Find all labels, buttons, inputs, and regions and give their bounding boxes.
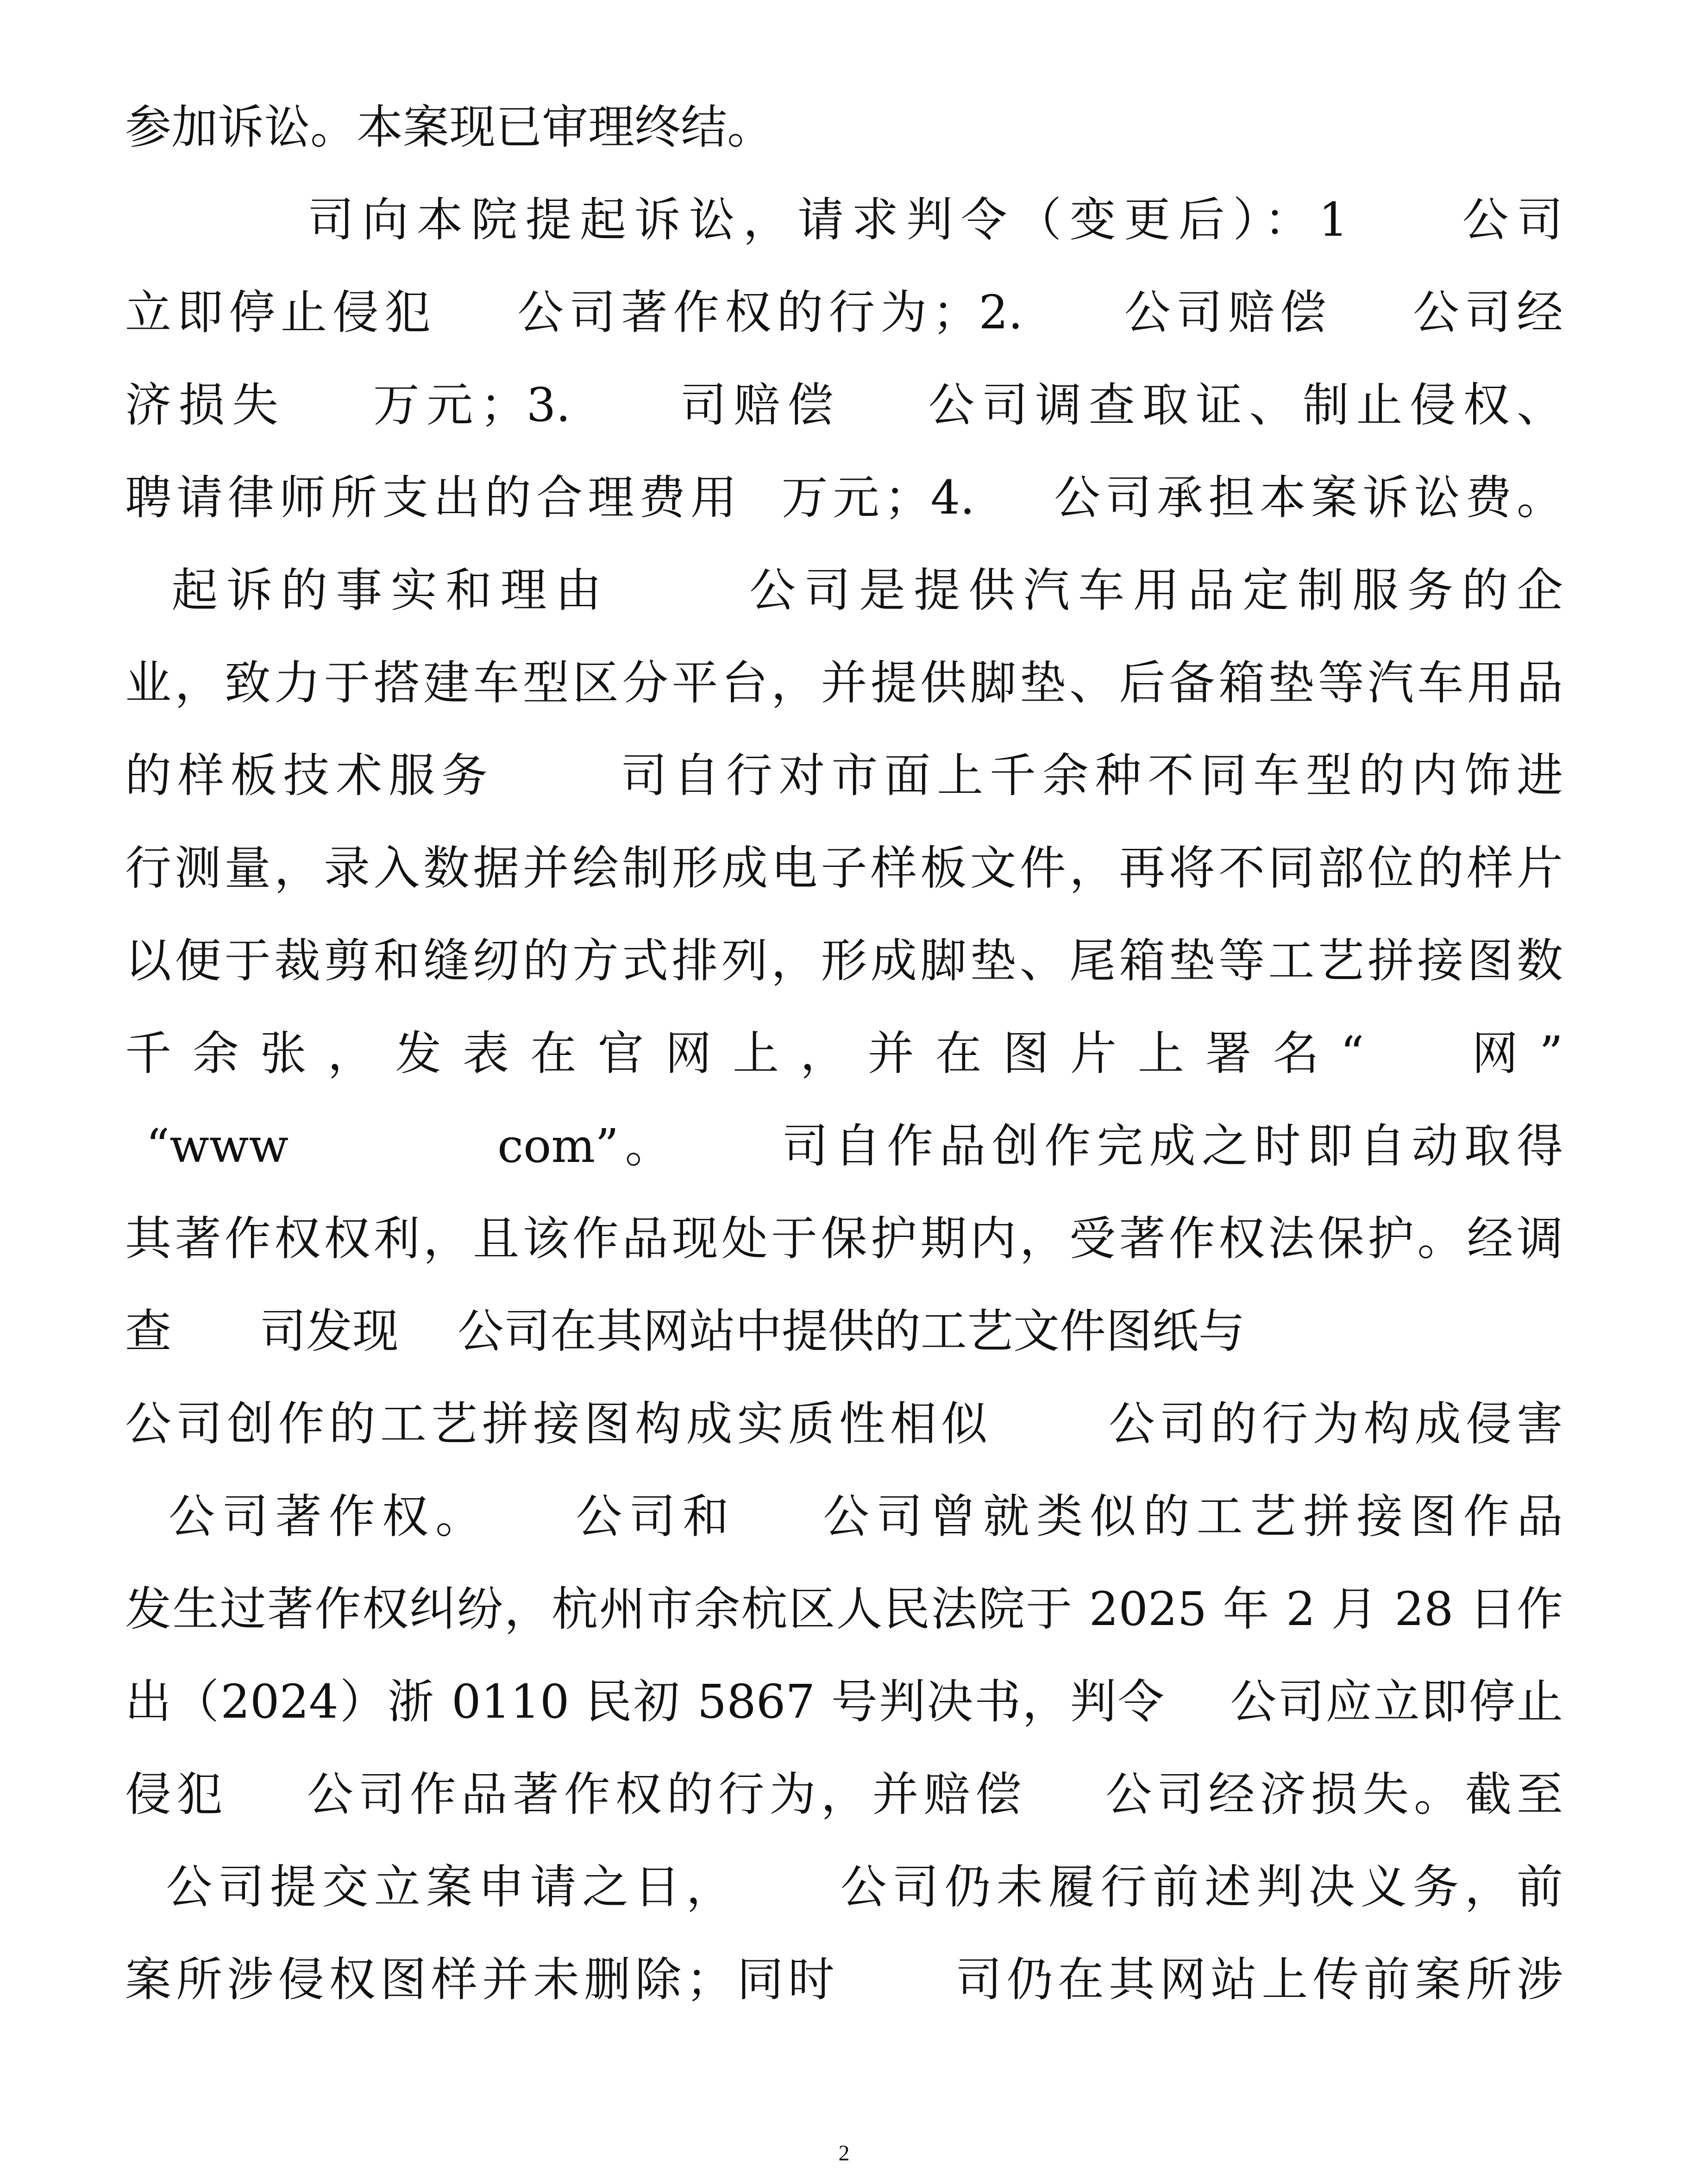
text-line: 公司提交立案申请之日， 公司仍未履行前述判决义务，前 xyxy=(125,1860,1563,1914)
text-line: 聘请律师所支出的合理费用 万元；4. 公司承担本案诉讼费。 xyxy=(125,471,1563,525)
text-line: 千 余 张 ， 发 表 在 官 网 上 ， 并 在 图 片 上 署 名 “ 网 ” xyxy=(125,1026,1563,1080)
text-line: 以便于裁剪和缝纫的方式排列，形成脚垫、尾箱垫等工艺拼接图数 xyxy=(125,934,1563,988)
text-line: 济损失 万元；3. 司赔偿 公司调查取证、制止侵权、 xyxy=(125,378,1563,432)
text-line: 公司创作的工艺拼接图构成实质性相似 公司的行为构成侵害 xyxy=(125,1397,1563,1451)
text-line: 出（2024）浙 0110 民初 5867 号判决书，判令 公司应立即停止 xyxy=(125,1675,1563,1729)
text-line: 发生过著作权纠纷，杭州市余杭区人民法院于 2025 年 2 月 28 日作 xyxy=(125,1582,1563,1636)
text-line: 查 司发现 公司在其网站中提供的工艺文件图纸与 xyxy=(125,1304,1245,1358)
text-line: “www com”。 司自作品创作完成之时即自动取得 xyxy=(125,1119,1563,1173)
text-line: 起诉的事实和理由 公司是提供汽车用品定制服务的企 xyxy=(125,563,1563,617)
text-line: 侵犯 公司作品著作权的行为，并赔偿 公司经济损失。截至 xyxy=(125,1767,1563,1821)
text-line: 其著作权权利，且该作品现处于保护期内，受著作权法保护。经调 xyxy=(125,1211,1563,1266)
text-line: 立即停止侵犯 公司著作权的行为；2. 公司赔偿 公司经 xyxy=(125,285,1563,339)
page-number: 2 xyxy=(838,2141,850,2165)
text-line: 行测量，录入数据并绘制形成电子样板文件，再将不同部位的样片 xyxy=(125,841,1563,895)
text-line: 公司著作权。 公司和 公司曾就类似的工艺拼接图作品 xyxy=(125,1489,1563,1544)
text-line: 司向本院提起诉讼，请求判令（变更后）：1 公司 xyxy=(125,193,1563,247)
text-line: 业，致力于搭建车型区分平台，并提供脚垫、后备箱垫等汽车用品 xyxy=(125,656,1563,710)
text-line: 参加诉讼。本案现已审理终结。 xyxy=(125,100,773,154)
text-line: 的样板技术服务 司自行对市面上千余种不同车型的内饰进 xyxy=(125,748,1563,803)
text-line: 案所涉侵权图样并未删除；同时 司仍在其网站上传前案所涉 xyxy=(125,1952,1563,2007)
